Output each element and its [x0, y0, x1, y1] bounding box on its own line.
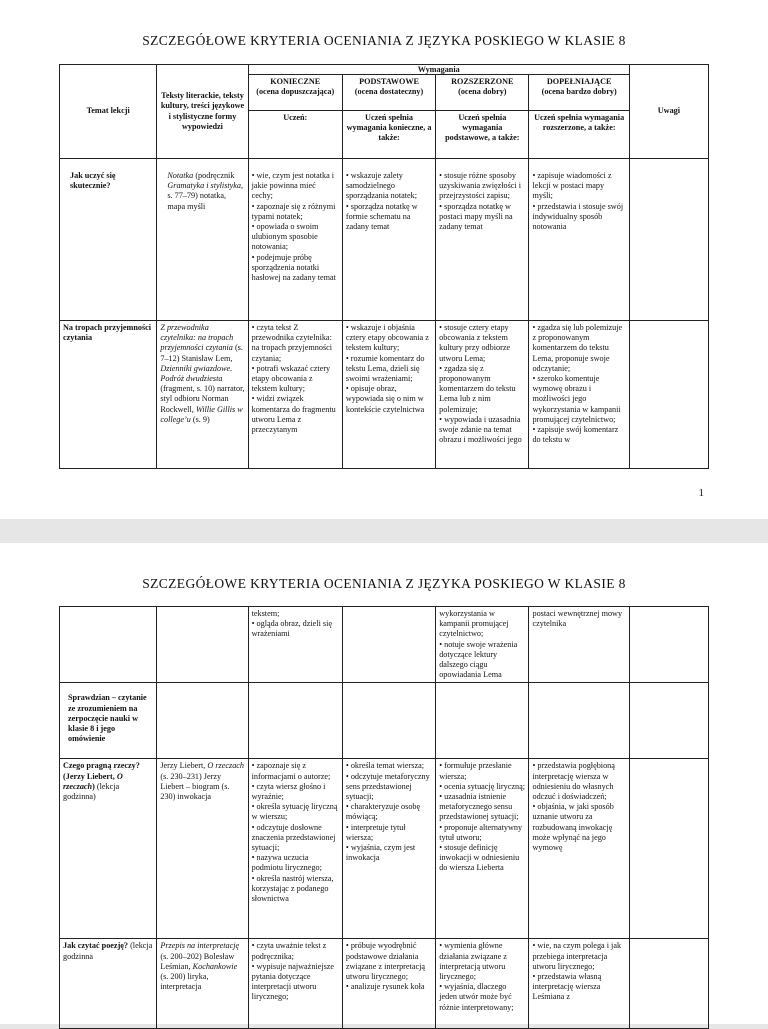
criterion-item: • wie, czym jest notatka i jakie powinna mieć cechy; [251, 171, 335, 201]
criterion-item: • czyta uważnie tekst z podręcznika; [251, 941, 327, 961]
criterion-item: • proponuje alternatywny tytuł utworu; [439, 822, 523, 842]
row-rozszerzone [436, 159, 529, 321]
text-run: Jerzy Liebert, [160, 761, 208, 771]
row-rozszerzone [436, 683, 529, 759]
page-title: SZCZEGÓŁOWE KRYTERIA OCENIANIA Z JĘZYKA POSKIEGO W KLASIE 8 [142, 33, 626, 48]
table-row [60, 321, 709, 469]
criterion-item: • nazywa uczucia podmiotu lirycznego; [251, 853, 322, 873]
level-dopelniajace: DOPEŁNIAJĄCE (ocena bardzo dobry) [529, 75, 629, 111]
text-run: (lekcja godzinna [63, 941, 153, 961]
criterion-item: • zapisuje swój komentarz do tekstu w [532, 425, 619, 445]
row-podstawowe [342, 939, 435, 1029]
criterion-item: • podejmuje próbę sporządzenia notatki hasłowej na zadany temat [251, 252, 336, 283]
criterion-item: • stosuje cztery etapy obcowania z tekstem kultury przy odbiorze utworu Lema; [439, 323, 511, 363]
row-topic: Sprawdzian – czytanie ze zrozumieniem na zerpoczęcie nauki w klasie 8 i jego omówienie [60, 683, 157, 759]
text-run: Czego pragną rzeczy? (Jerzy Liebert, [63, 761, 140, 781]
row-dopelniajace [529, 607, 629, 683]
header-topic: Temat lekcji [60, 65, 157, 159]
criterion-item: • wyjaśnia, czym jest inwokacja [345, 843, 416, 863]
text-run: Willie Gillis w college’u [160, 404, 243, 424]
criterion-item: • sporządza notatkę w formie schematu na zadany temat [345, 201, 418, 232]
row-notes [629, 607, 708, 683]
level-podstawowe: PODSTAWOWE (ocena dostateczny) [342, 75, 435, 111]
text-run: , s. 77–79) notatka, mapa myśli [167, 181, 244, 211]
criterion-item: tekstem; [251, 609, 280, 618]
criterion-item: • uzasadnia istnienie metaforycznego sensu przedstawionej sytuacji; [439, 792, 519, 822]
row-konieczne [248, 607, 342, 683]
criterion-item: • rozumie komentarz do tekstu Lema, dzieli się swoimi wrażeniami; [345, 353, 425, 384]
text-run: Gramatyka i stylistyka [167, 181, 242, 191]
criterion-item: • stosuje różne sposoby uzyskiwania zwięzłości i przejrzystości zapisu; [439, 171, 522, 201]
criterion-item: • wskazuje zalety samodzielnego sporządzania notatek; [345, 171, 418, 201]
text-run: (fragment, s. 10) narrator, styl odbioru Norman Rockwell, [160, 384, 245, 414]
row-texts [157, 759, 248, 939]
text-run: (s. 9) [190, 414, 210, 424]
row-notes [629, 683, 708, 759]
criterion-item: • ocenia sytuację liryczną; [439, 781, 526, 791]
text-run: O rzeczach [207, 761, 245, 771]
criterion-item: • określa nastrój wiersza, korzystając z podanego słownictwa [251, 873, 334, 904]
row-dopelniajace [529, 321, 629, 469]
row-topic [60, 607, 157, 683]
criterion-item: • czyta wiersz głośno i wyraźnie; [251, 781, 326, 802]
text-run: O rzeczach [63, 771, 123, 791]
criterion-item: wykorzystania w kampanii promującej czytelnictwo; [439, 609, 509, 639]
criterion-item: • wypisuje najważniejsze pytania dotyczące interpretacji utworu lirycznego; [251, 961, 335, 1002]
level-student-note: Uczeń: [248, 111, 342, 159]
level-rozszerzone: ROZSZERZONE (ocena dobry) [436, 75, 529, 111]
criterion-item: • ogląda obraz, dzieli się wrażeniami [251, 619, 332, 639]
row-konieczne [248, 939, 342, 1029]
row-podstawowe [342, 321, 435, 469]
row-notes [629, 321, 708, 469]
criterion-item: • odczytuje dosłowne znaczenia przedstawionej sytuacji; [251, 822, 336, 853]
criterion-item: • wyjaśnia, dlaczego jeden utwór może być różnie interpretowany; [439, 982, 514, 1012]
row-dopelniajace [529, 159, 629, 321]
table-row [60, 939, 709, 1029]
header-texts: Teksty literackie, teksty kultury, treści językowe i stylistyczne formy wypowiedzi [157, 65, 248, 159]
text-run: (podręcznik [193, 171, 235, 180]
text-run: Jak czytać poezję? [63, 941, 129, 951]
row-konieczne [248, 683, 342, 759]
row-rozszerzone [436, 607, 529, 683]
row-dopelniajace [529, 939, 629, 1029]
page-number: 1 [698, 487, 704, 499]
text-run: (s. 200) liryka, interpretacja [160, 972, 209, 992]
criterion-item: • zgadza się z proponowanym komentarzem do tekstu Lema lub z nim polemizuje; [439, 363, 516, 414]
criterion-item: • określa sytuację liryczną w wierszu; [251, 802, 338, 822]
table-row [60, 683, 709, 759]
row-notes [629, 159, 708, 321]
criterion-item: • wie, na czym polega i jak przebiega interpretacja utworu lirycznego; [532, 941, 622, 971]
row-texts [157, 683, 248, 759]
text-run: Z przewodnika czytelnika: na tropach przyjemności czytania [160, 323, 234, 353]
text-run: Przepis na interpretację [160, 941, 240, 951]
level-student-note: Uczeń spełnia wymagania konieczne, a także: [342, 111, 435, 159]
text-run: (s. 7–12) Stanisław Lem, [160, 343, 243, 363]
criterion-item: • zapoznaje się z różnymi typami notatek; [251, 201, 336, 221]
criterion-item: • charakteryzuje osobę mówiącą; [345, 802, 421, 822]
row-topic [60, 759, 157, 939]
criterion-item: • szeroko komentuje wymowę obrazu i możliwości jego wykorzystania w kampanii promującej czytelnictwo; [532, 374, 621, 424]
criterion-item: • wskazuje i objaśnia cztery etapy obcowania z tekstem kultury; [345, 323, 429, 353]
row-notes [629, 939, 708, 1029]
row-konieczne [248, 321, 342, 469]
row-topic [60, 939, 157, 1029]
table-row [60, 759, 709, 939]
criterion-item: • przedstawia pogłębioną interpretację wiersza w odniesieniu do własnych odczuć i doświadczeń; [532, 761, 615, 802]
text-run: Kochankowie [192, 961, 238, 971]
row-texts [157, 939, 248, 1029]
header-notes: Uwagi [629, 65, 708, 159]
text-run: (lekcja godzinna) [63, 781, 120, 802]
criterion-item: • czyta tekst Z przewodnika czytelnika: na tropach przyjemności czytania; [251, 323, 333, 363]
row-notes [629, 759, 708, 939]
criterion-item: • określa temat wiersza; [345, 761, 425, 771]
criterion-item: • przedstawia i stosuje swój indywidualny sposób notowania [532, 201, 624, 232]
header-requirements: Wymagania [248, 65, 629, 75]
criterion-item: • wymienia główne działania związane z interpretacją utworu lirycznego; [439, 941, 507, 982]
criterion-item: • opisuje obraz, wypowiada się o nim w kontekście czytelnictwa [345, 384, 425, 414]
criterion-item: • przedstawia własną interpretację wiersza Leśmiana z [532, 972, 602, 1002]
table-row [60, 607, 709, 683]
text-run: (s. 230–231) Jerzy Liebert – biogram (s. 230) inwokacja [160, 771, 230, 802]
criterion-item: • formułuje przesłanie wiersza; [439, 761, 512, 781]
criteria-table [59, 64, 709, 469]
row-podstawowe [342, 159, 435, 321]
table-row [60, 159, 709, 321]
row-dopelniajace [529, 759, 629, 939]
row-dopelniajace [529, 683, 629, 759]
criterion-item: • analizuje rysunek koła [345, 982, 425, 992]
level-student-note: Uczeń spełnia wymagania podstawowe, a także: [436, 111, 529, 159]
page-title: SZCZEGÓŁOWE KRYTERIA OCENIANIA Z JĘZYKA POSKIEGO W KLASIE 8 [142, 576, 626, 591]
row-texts [157, 607, 248, 683]
criterion-item: • próbuje wyodrębnić podstawowe działania związane z interpretacją utworu lirycznego; [345, 941, 425, 982]
criterion-item: • zapoznaje się z informacjami o autorze; [251, 761, 331, 781]
level-konieczne: KONIECZNE (ocena dopuszczająca) [248, 75, 342, 111]
criterion-item: • sporządza notatkę w postaci mapy myśli na zadany temat [439, 201, 513, 232]
criterion-item: postaci wewnętrznej mowy czytelnika [532, 609, 623, 629]
row-podstawowe [342, 607, 435, 683]
criterion-item: • interpretuje tytuł wiersza; [345, 822, 406, 842]
criterion-item: • zapisuje wiadomości z lekcji w postaci mapy myśli; [532, 171, 612, 201]
row-podstawowe [342, 683, 435, 759]
level-student-note: Uczeń spełnia wymagania rozszerzone, a także: [529, 111, 629, 159]
row-konieczne [248, 759, 342, 939]
text-run: Notatka [167, 171, 194, 180]
row-rozszerzone [436, 759, 529, 939]
criterion-item: • wypowiada i uzasadnia swoje zdanie na temat obrazu i możliwości jego [439, 414, 522, 445]
criterion-item: • objaśnia, w jaki sposób uznanie utworu za rozbudowaną inwokację może wpłynąć na jego wymowę [532, 802, 614, 853]
row-podstawowe [342, 759, 435, 939]
text-run: Dzienniki gwiazdowe. Podróż dwudziesta [160, 363, 233, 384]
criterion-item: • notuje swoje wrażenia dotyczące lektury dalszego ciągu opowiadania Lema [439, 639, 518, 680]
criterion-item: • potrafi wskazać cztery etapy obcowania z tekstem kultury; [251, 363, 331, 394]
row-rozszerzone [436, 939, 529, 1029]
row-texts [157, 321, 248, 469]
criterion-item: • odczytuje metaforyczny sens przedstawionej sytuacji; [345, 771, 430, 802]
criterion-item: • stosuje definicję inwokacji w odniesieniu do wiersza Lieberta [439, 843, 520, 873]
row-konieczne [248, 159, 342, 321]
criteria-table-continued [59, 606, 709, 1029]
row-topic: Na tropach przyjemności czytania [60, 321, 157, 469]
criterion-item: • opowiada o swoim ulubionym sposobie notowania; [251, 222, 319, 252]
row-rozszerzone [436, 321, 529, 469]
criterion-item: • zgadza się lub polemizuje z proponowanym komentarzem do tekstu Lema, proponuje swoje odczytanie; [532, 323, 623, 373]
row-texts [157, 159, 248, 321]
text-run: ) [92, 781, 97, 791]
row-topic: Jak uczyć się skutecznie? [60, 159, 157, 321]
criterion-item: • widzi związek komentarza do fragmentu utworu Lema z przeczytanym [251, 394, 336, 435]
text-run: (s. 200–202) Bolesław Leśmian, [160, 951, 235, 971]
